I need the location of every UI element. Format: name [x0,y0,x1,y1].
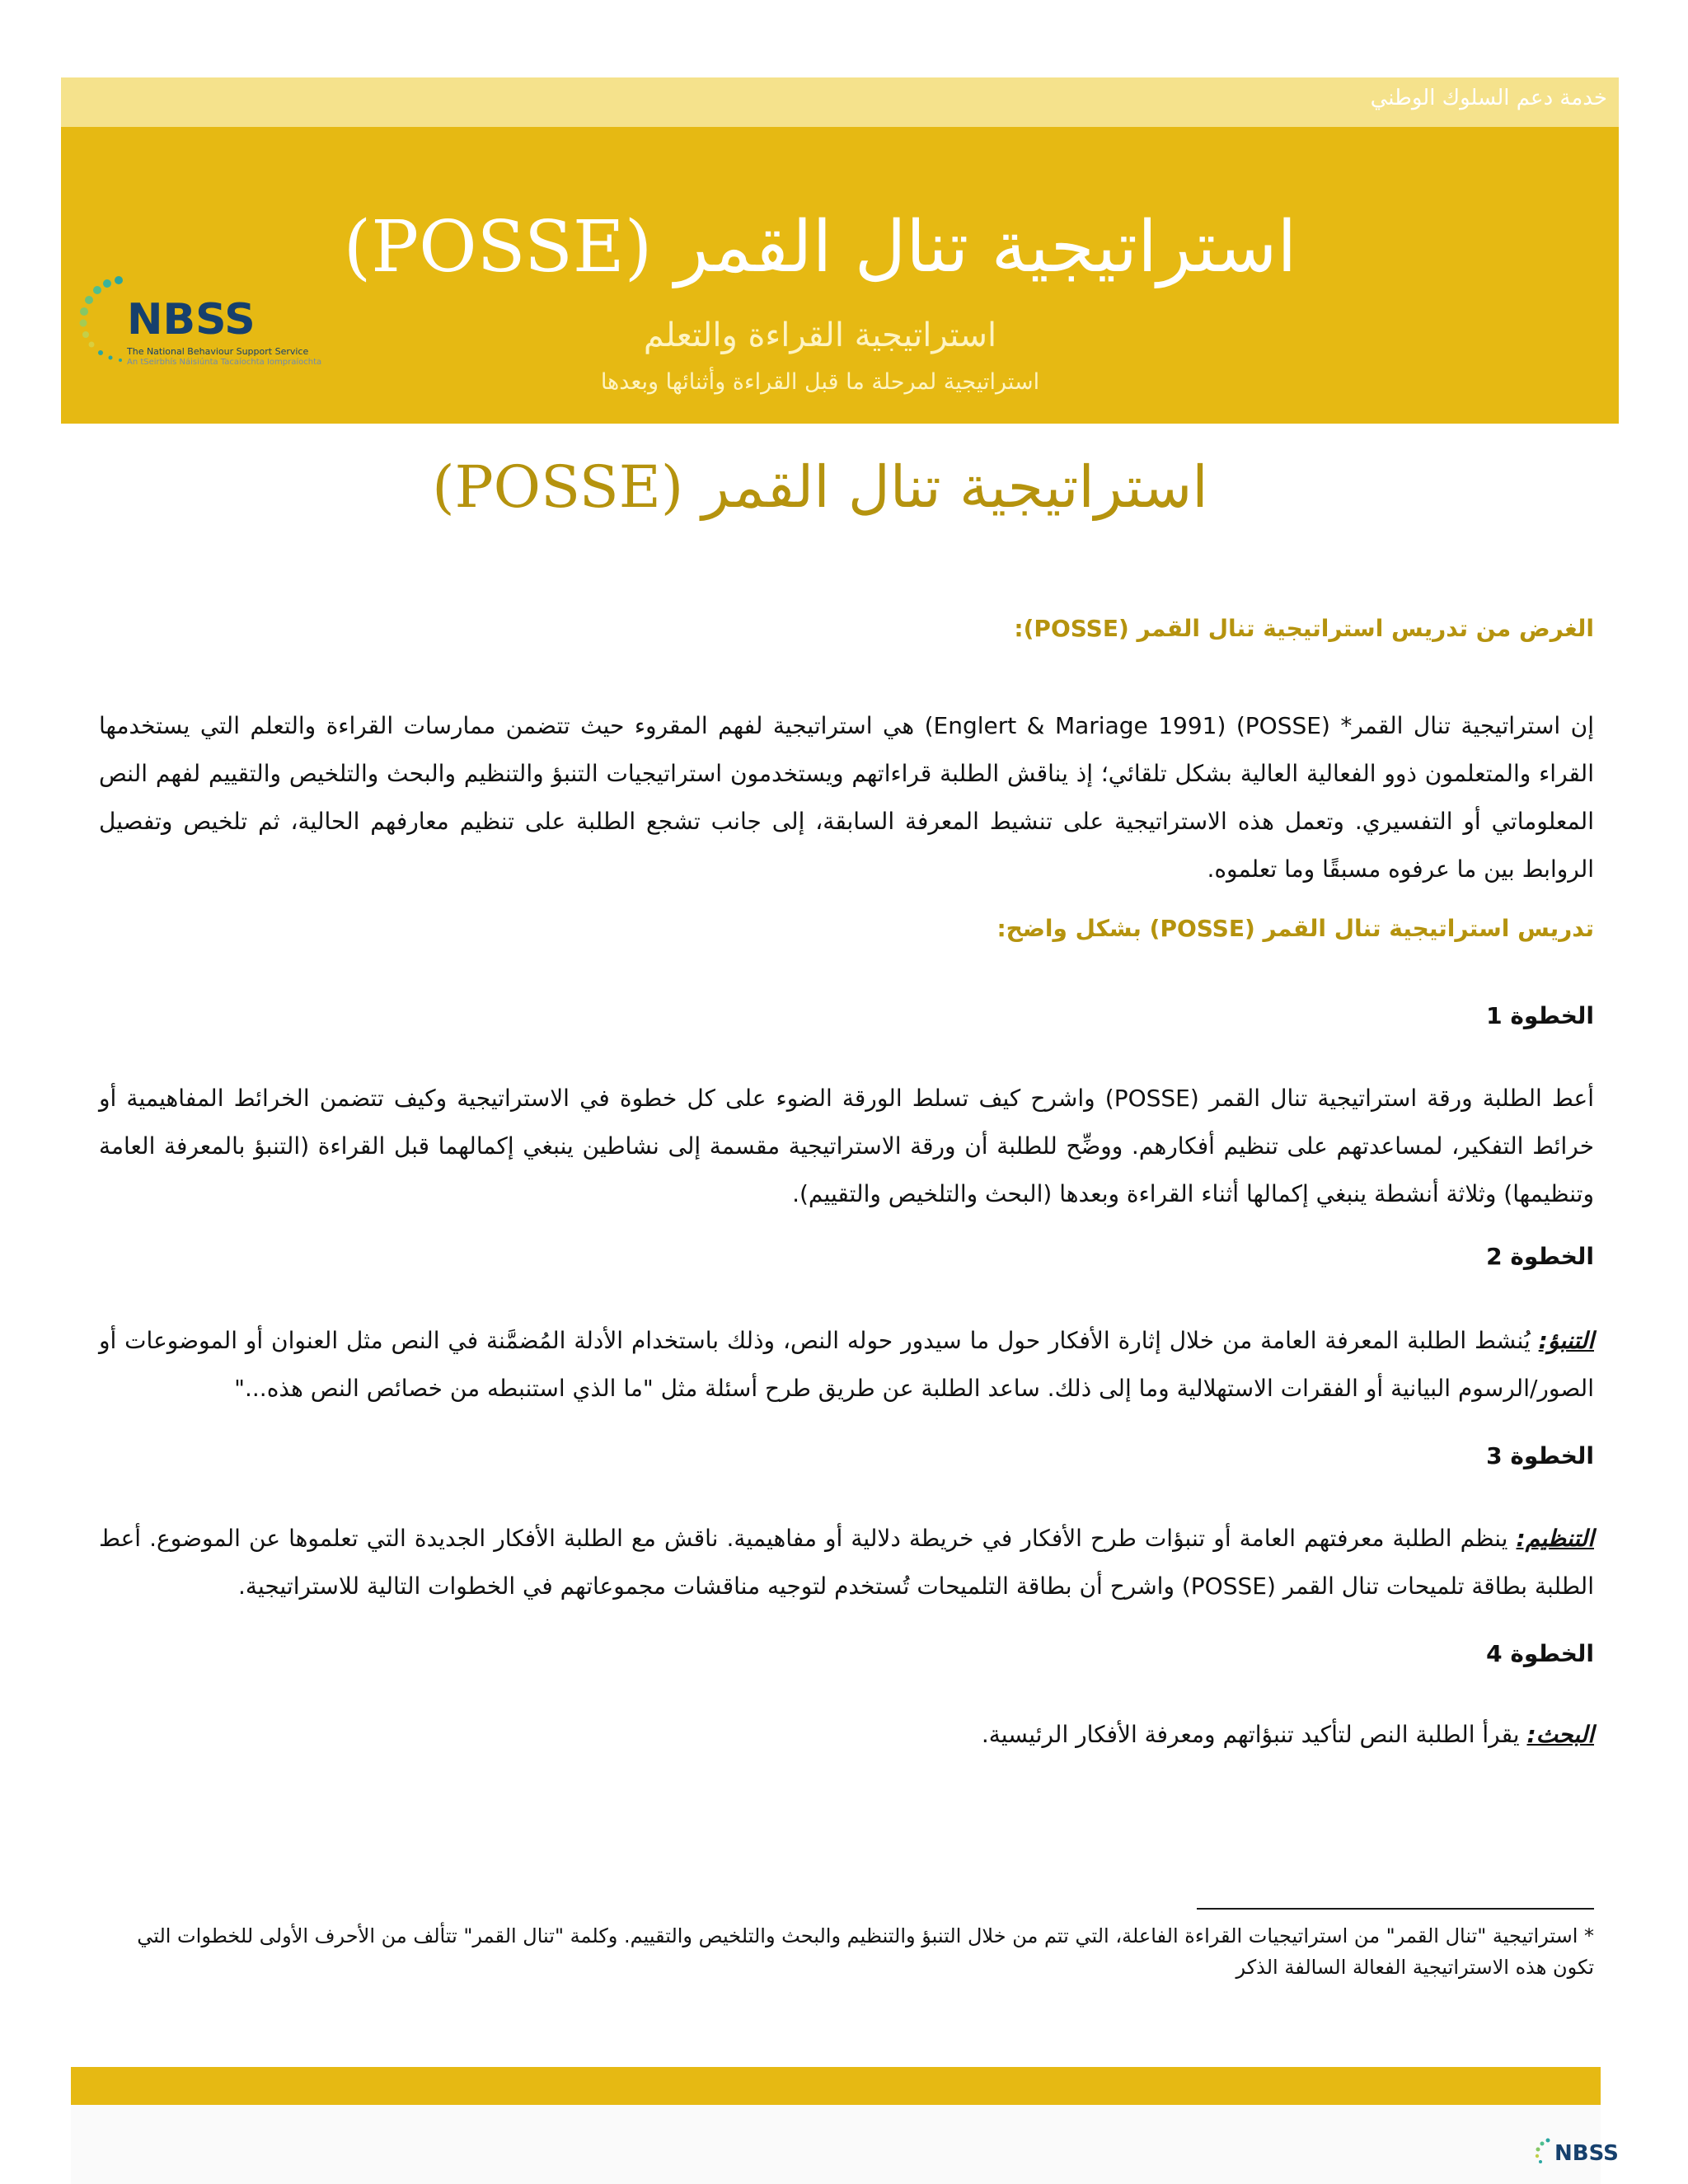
footer-logo-wordmark: NBSS [1554,2141,1619,2166]
logo-tagline-irish: An tSeirbhís Náisiúnta Tacaíochta Iompraíochta [127,358,322,367]
logo-wordmark: NBSS [127,295,256,344]
footnote: * استراتيجية "تنال القمر" من استراتيجيات القراءة الفاعلة، التي تتم من خلال التنبؤ والتنظيم والبحث والتلخيص والتقييم. وكلمة "تنال القمر" تتألف من الأحرف الأولى للخطوات التي تكون هذه الاستراتيجية الفعالة السالفة الذكر [137,1924,1594,1979]
banner-title: استراتيجية تنال القمر (POSSE) [343,206,1297,288]
step-2-text: يُنشط الطلبة المعرفة العامة من خلال إثارة الأفكار حول ما سيدور حوله النص، وذلك باستخدام الأدلة المُضمَّنة في النص مثل العنوان أو الموضوعات أو الصور/الرسوم البيانية أو الفقرات الاستهلالية وما إلى ذلك. ساعد الطلبة عن طريق طرح أسئلة مثل "ما الذي استنبطه من خصائص النص هذه..." [99,1327,1594,1402]
step-2-paragraph [99,1317,1594,1413]
step-3-paragraph [99,1515,1594,1610]
footer-band [71,2067,1601,2105]
step-3-text: ينظم الطلبة معرفتهم العامة أو تنبؤات طرح الأفكار في خريطة دلالية أو مفاهيمية. ناقش مع الطلبة الأفكار الجديدة التي تعلموها عن الموضوع. أعط الطلبة بطاقة تلميحات تنال القمر (POSSE) واشرح أن بطاقة التلميحات تُستخدم لتوجيه مناقشات مجموعاتهم في الخطوات التالية للاستراتيجية. [99,1525,1594,1600]
step-3-label: الخطوة 3 [1486,1442,1594,1469]
step-1-text: أعط الطلبة ورقة استراتيجية تنال القمر (POSSE) واشرح كيف تسلط الورقة الضوء على كل خطوة في الاستراتيجية وكيف تتضمن الخرائط المفاهيمية أو خرائط التفكير، لمساعدتهم على تنظيم أفكارهم. ووضِّح للطلبة أن ورقة الاستراتيجية مقسمة إلى نشاطين ينبغي إكمالهما قبل القراءة (التنبؤ بالمعرفة العامة وتنظيمها) وثلاثة أنشطة ينبغي إكمالها أثناء القراءة وبعدها (البحث والتلخيص والتقييم). [99,1085,1594,1207]
step-2-label: الخطوة 2 [1486,1243,1594,1270]
step-1-label: الخطوة 1 [1486,1002,1594,1029]
page-title: استراتيجية تنال القمر (POSSE) [432,453,1208,521]
footer-strip [71,2105,1601,2184]
service-name: خدمة دعم السلوك الوطني [1370,86,1607,110]
step-4-lead: البحث: [1526,1721,1594,1748]
nbss-logo [79,264,326,387]
step-4-label: الخطوة 4 [1486,1640,1594,1667]
banner-subtitle: استراتيجية القراءة والتعلم [643,316,997,354]
intro-paragraph: إن استراتيجية تنال القمر* (POSSE) (Englert & Mariage 1991) هي استراتيجية لفهم المقروء حيث تتضمن ممارسات القراءة والتعلم التي يستخدمها القراء والمتعلمون ذوو الفعالية العالية بشكل تلقائي؛ إذ يناقش الطلبة قراءاتهم ويستخدمون استراتيجيات التنبؤ والتنظيم والبحث والتلخيص والتقييم لفهم النص المعلوماتي أو التفسيري. وتعمل هذه الاستراتيجية على تنشيط المعرفة السابقة، إلى جانب تشجع الطلبة على تنظيم معارفهم الحالية، ثم تلخيص وتفصيل الروابط بين ما عرفوه مسبقًا وما تعلموه. [99,712,1595,883]
purpose-heading: الغرض من تدريس استراتيجية تنال القمر (POSSE): [1014,615,1594,642]
step-4-text: يقرأ الطلبة النص لتأكيد تنبؤاتهم ومعرفة الأفكار الرئيسية. [981,1721,1527,1748]
footer-logo [1535,2135,1617,2169]
step-2-lead: التنبؤ: [1538,1327,1594,1354]
explicit-teaching-heading: تدريس استراتيجية تنال القمر (POSSE) بشكل واضح: [996,915,1594,942]
step-4-paragraph [99,1711,1594,1759]
footer-logo-dots-icon [1535,2138,1554,2166]
step-3-lead: التنظيم: [1516,1525,1594,1552]
logo-tagline: The National Behaviour Support Service [127,346,309,357]
footnote-divider [1197,1908,1594,1910]
banner-subtitle-secondary: استراتيجية لمرحلة ما قبل القراءة وأثنائها وبعدها [600,369,1040,395]
